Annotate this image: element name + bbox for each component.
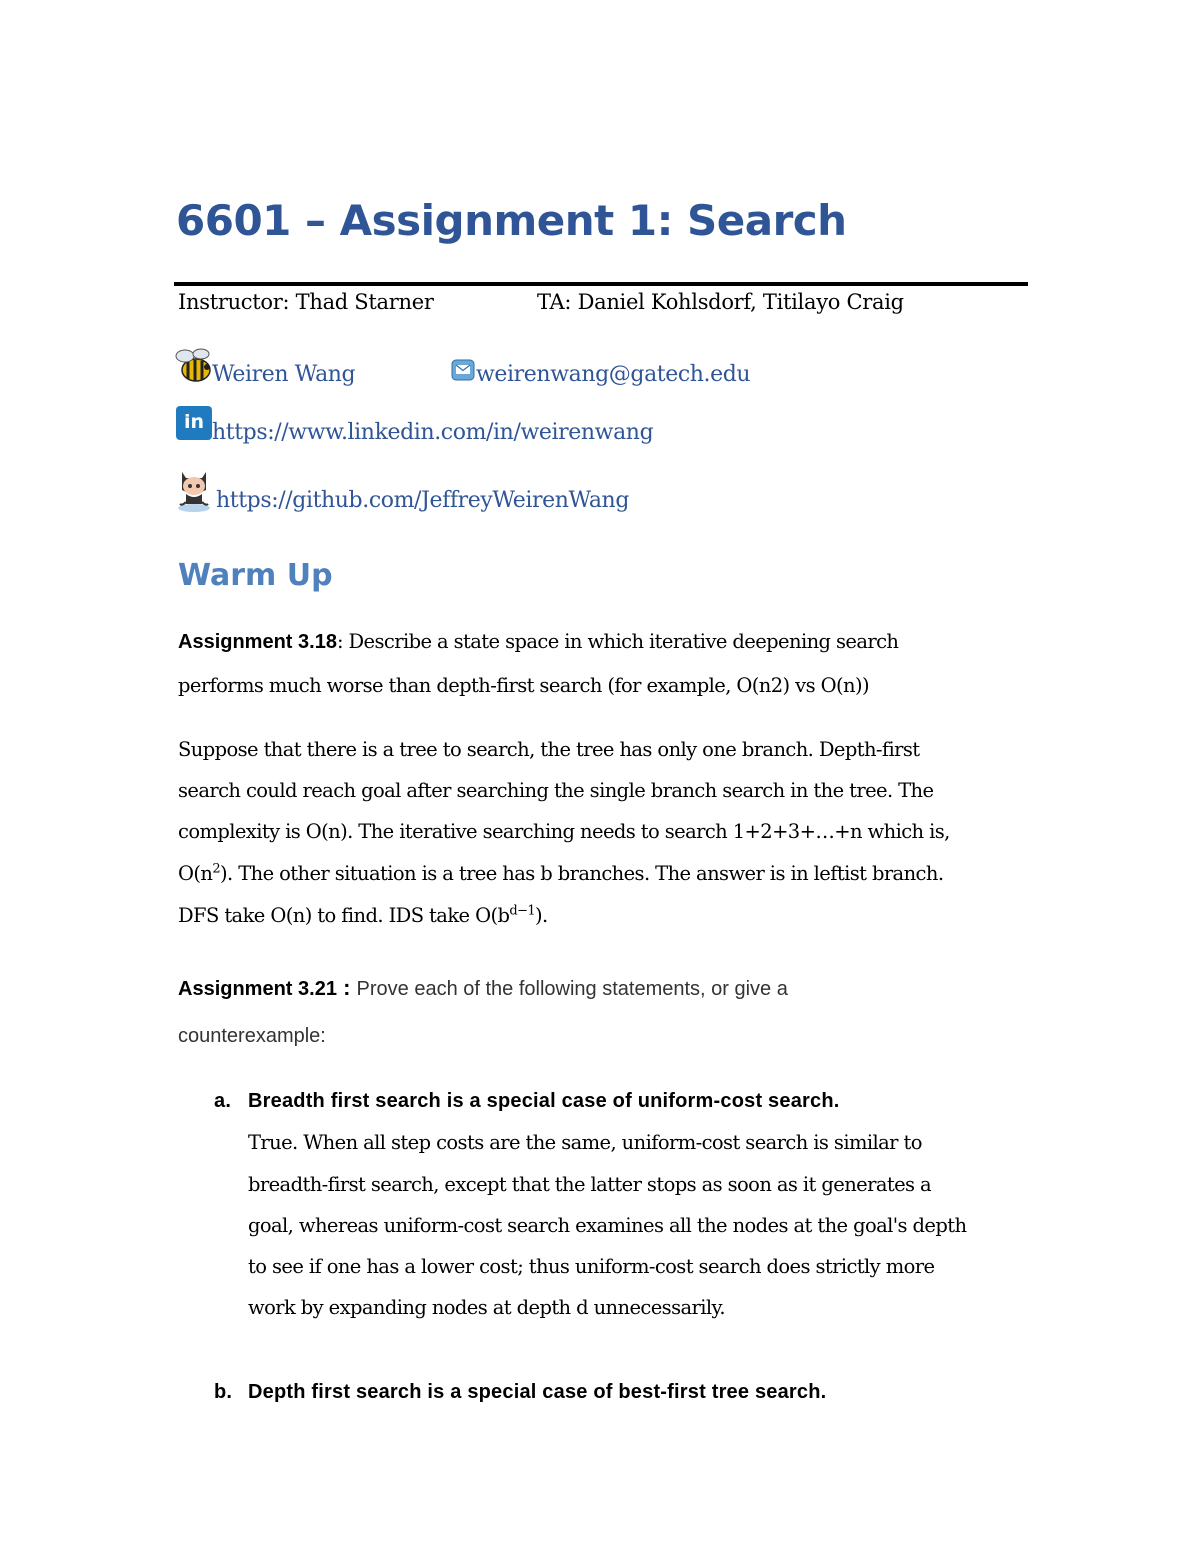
q321-prompt-line-2: counterexample: bbox=[178, 1025, 326, 1047]
q318-answer-exponent-2: d−1 bbox=[509, 903, 536, 919]
linkedin-link[interactable]: https://www.linkedin.com/in/weirenwang bbox=[212, 420, 654, 445]
q318-label: Assignment 3.18 bbox=[178, 631, 337, 653]
page-title: 6601 – Assignment 1: Search bbox=[176, 196, 847, 245]
q321-prompt-line-1 bbox=[178, 975, 788, 1001]
q321-prompt-text: Prove each of the following statements, or give a bbox=[356, 978, 788, 1000]
bee-icon bbox=[174, 346, 214, 386]
item-a-marker: a. bbox=[214, 1090, 232, 1112]
q318-prompt-line-2: performs much worse than depth-first search (for example, O(n2) vs O(n)) bbox=[178, 674, 869, 697]
q318-answer-line-4-start: O(n bbox=[178, 862, 213, 885]
q321-label: Assignment 3.21 bbox=[178, 978, 337, 1000]
item-a-answer-line-3: goal, whereas uniform-cost search examines all the nodes at the goal's depth bbox=[248, 1214, 967, 1237]
item-a-answer-line-1: True. When all step costs are the same, uniform-cost search is similar to bbox=[248, 1131, 922, 1154]
item-a-answer-line-2: breadth-first search, except that the latter stops as soon as it generates a bbox=[248, 1173, 932, 1196]
item-a-answer-line-5: work by expanding nodes at depth d unnecessarily. bbox=[248, 1296, 725, 1319]
q318-answer-line-5-end: ). bbox=[535, 904, 548, 927]
item-a-answer-line-4: to see if one has a lower cost; thus uniform-cost search does strictly more bbox=[248, 1255, 935, 1278]
item-b-statement: Depth first search is a special case of best-first tree search. bbox=[248, 1381, 827, 1403]
q318-prompt-text: : Describe a state space in which iterative deepening search bbox=[336, 630, 899, 653]
q318-answer-line-4 bbox=[178, 862, 943, 885]
item-b-marker: b. bbox=[214, 1381, 233, 1403]
q318-answer-line-1: Suppose that there is a tree to search, the tree has only one branch. Depth-first bbox=[178, 738, 920, 761]
q318-answer-line-5-start: DFS take O(n) to find. IDS take O(b bbox=[178, 904, 510, 927]
q321-colon: : bbox=[336, 975, 357, 1000]
q318-answer-exponent-1: 2 bbox=[212, 861, 221, 877]
github-link[interactable]: https://github.com/JeffreyWeirenWang bbox=[216, 488, 630, 513]
title-rule bbox=[174, 282, 1028, 286]
ta-text: TA: Daniel Kohlsdorf, Titilayo Craig bbox=[537, 290, 904, 314]
linkedin-icon: in bbox=[176, 406, 212, 440]
author-name: Weiren Wang bbox=[212, 362, 356, 387]
q318-answer-line-5 bbox=[178, 904, 548, 927]
q318-answer-line-4-end: ). The other situation is a tree has b branches. The answer is in leftist branch. bbox=[220, 862, 944, 885]
item-a-statement: Breadth first search is a special case of uniform-cost search. bbox=[248, 1090, 840, 1112]
section-heading: Warm Up bbox=[178, 558, 333, 593]
mail-icon bbox=[451, 358, 475, 382]
github-octocat-icon bbox=[174, 464, 214, 512]
instructor-text: Instructor: Thad Starner bbox=[178, 290, 434, 314]
email-link[interactable]: weirenwang@gatech.edu bbox=[476, 362, 751, 387]
q318-prompt-line-1 bbox=[178, 630, 898, 654]
q318-answer-line-2: search could reach goal after searching the single branch search in the tree. The bbox=[178, 779, 934, 802]
q318-answer-line-3: complexity is O(n). The iterative searching needs to search 1+2+3+…+n which is, bbox=[178, 820, 950, 843]
